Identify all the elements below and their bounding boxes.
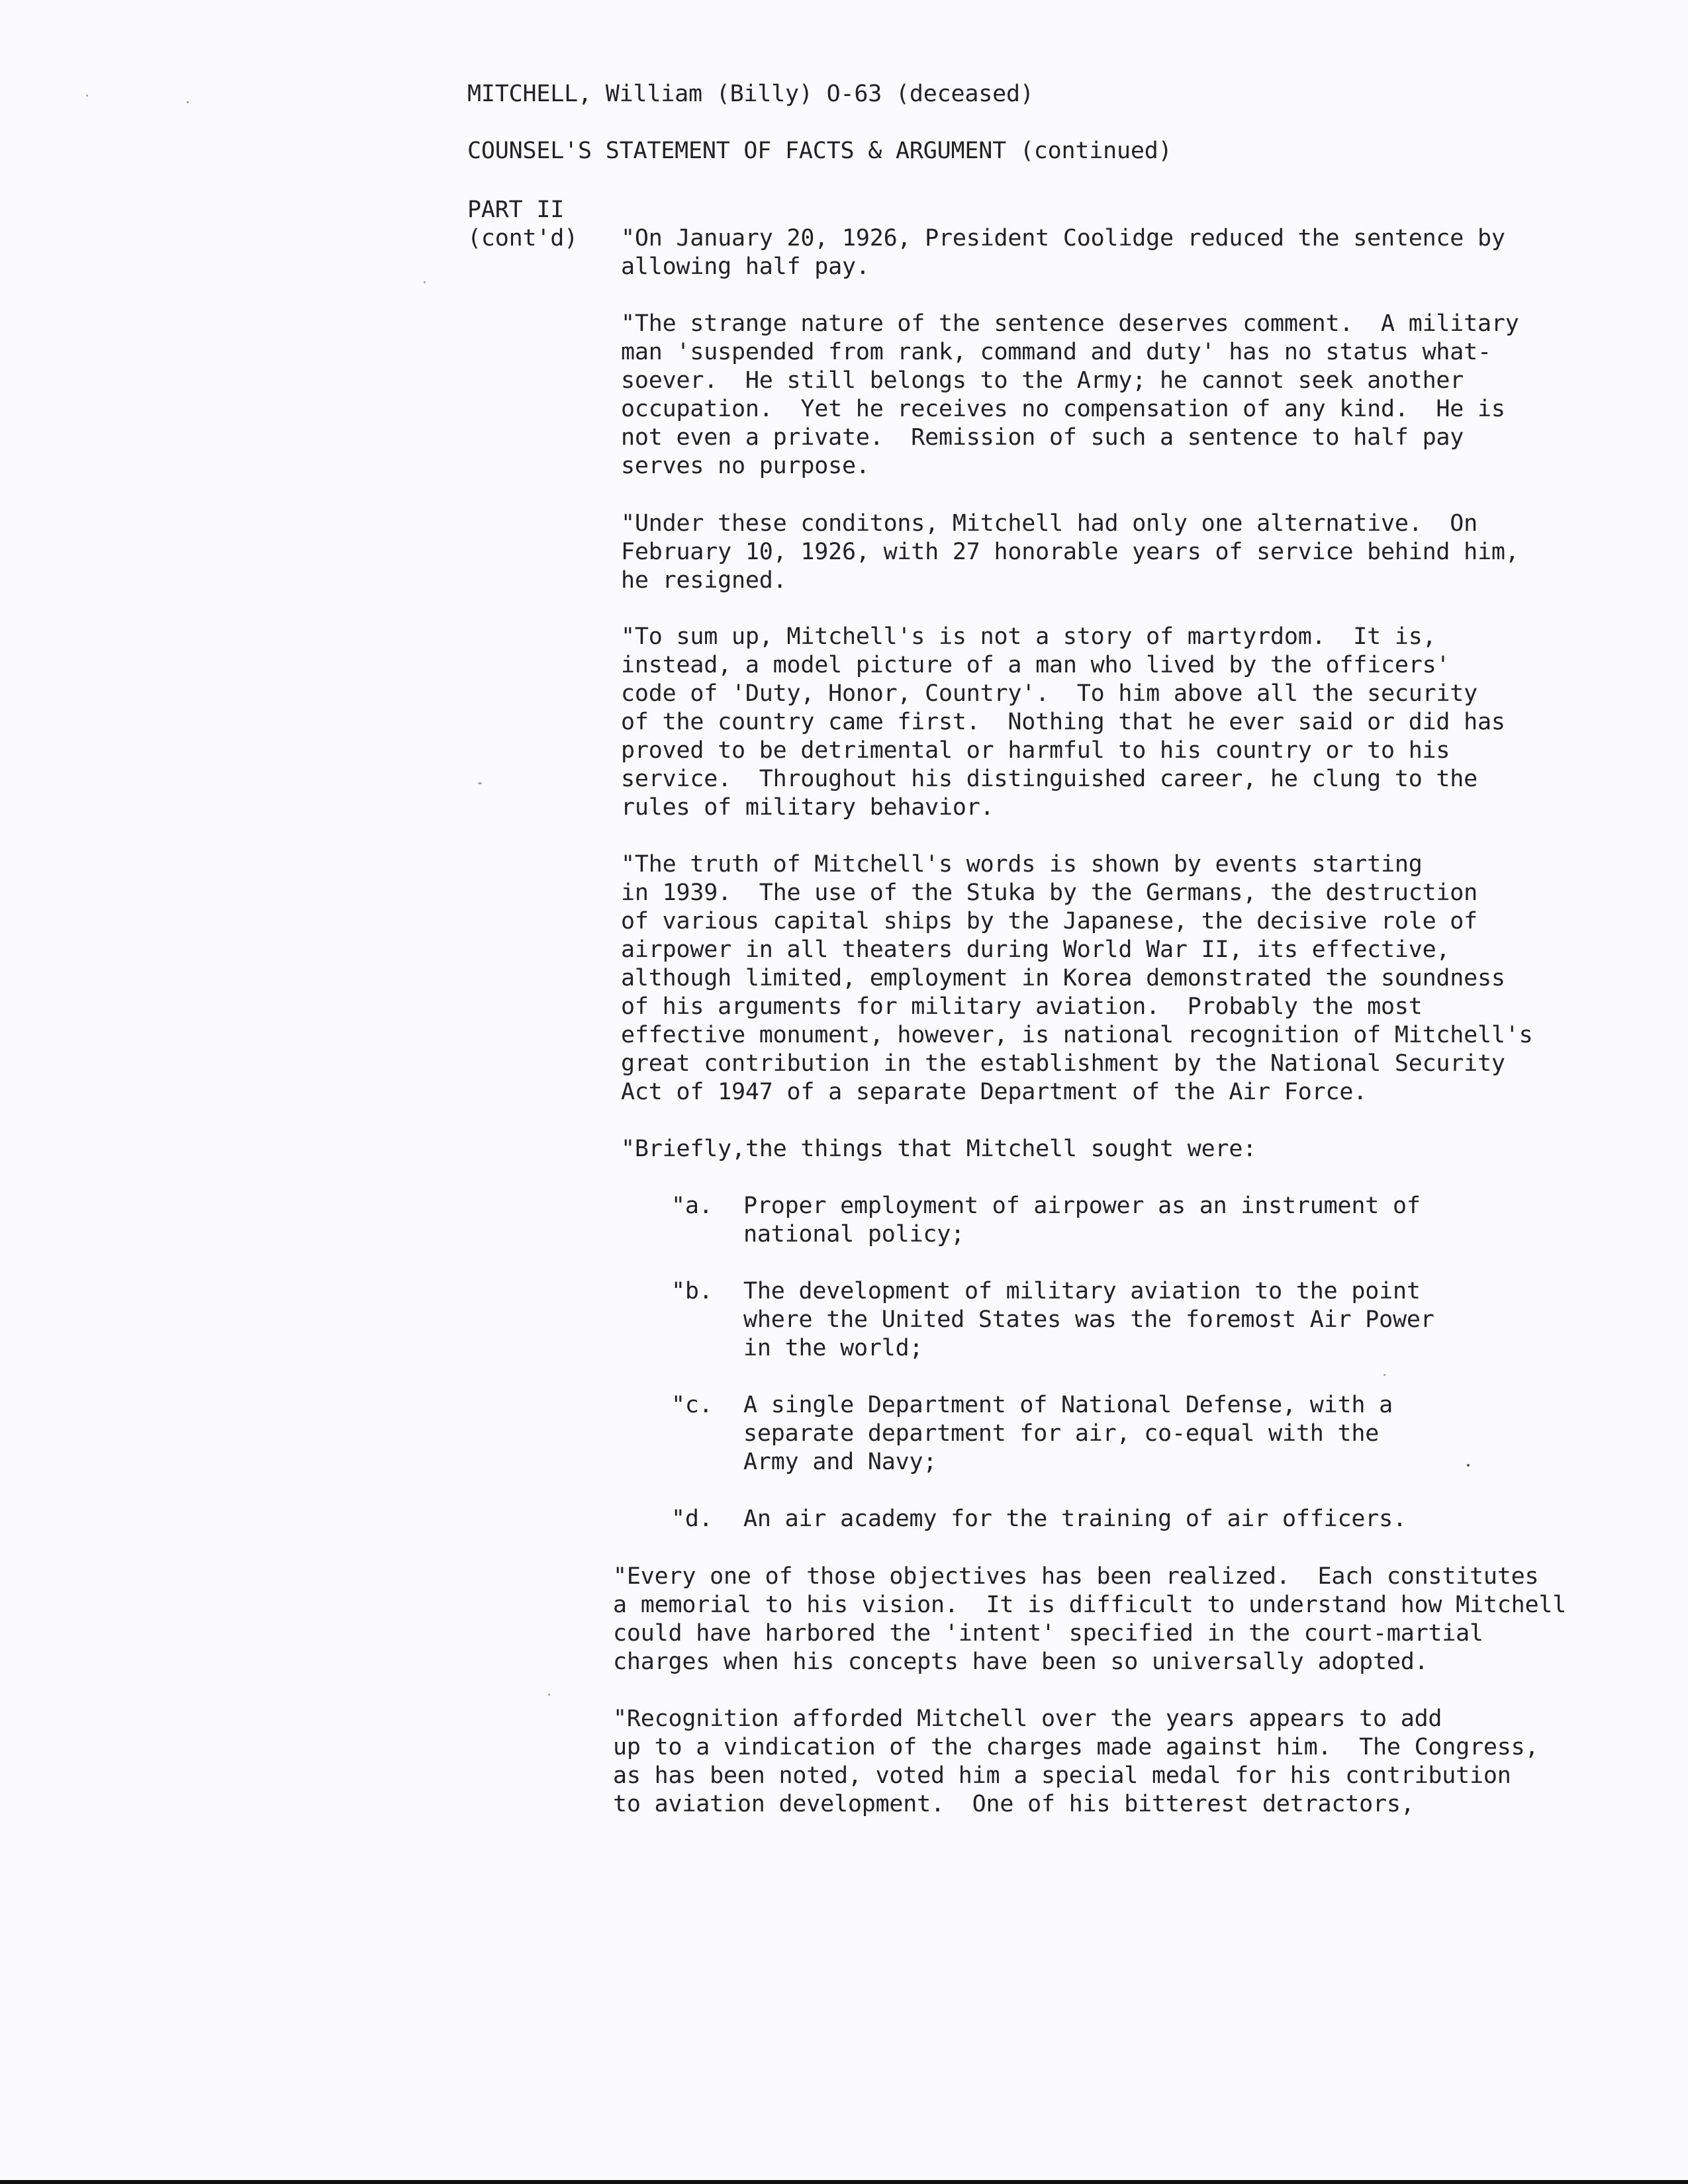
paragraph-5-line-9: Act of 1947 of a separate Department of the Air Force. bbox=[621, 1079, 1368, 1105]
list-item-d-marker: "d. bbox=[671, 1506, 713, 1532]
part-label: PART II bbox=[467, 197, 565, 223]
scan-speck bbox=[424, 281, 426, 283]
paragraph-4-line-6: service. Throughout his distinguished career, he clung to the bbox=[621, 766, 1478, 792]
paragraph-2-line-6: serves no purpose. bbox=[621, 453, 870, 479]
paragraph-5-line-8: great contribution in the establishment by the National Security bbox=[621, 1050, 1505, 1077]
scan-bottom-edge bbox=[0, 2180, 1688, 2184]
scan-speck bbox=[1467, 1464, 1470, 1467]
scan-speck bbox=[478, 782, 482, 784]
list-item-b-marker: "b. bbox=[671, 1278, 713, 1304]
paragraph-5-line-2: in 1939. The use of the Stuka by the Germans, the destruction bbox=[621, 880, 1478, 906]
list-item-d-line-1: An air academy for the training of air officers. bbox=[743, 1506, 1407, 1532]
closing-paragraph-2-line-4: to aviation development. One of his bitterest detractors, bbox=[613, 1791, 1415, 1817]
list-item-c-line-3: Army and Navy; bbox=[743, 1449, 937, 1475]
list-item-b-line-1: The development of military aviation to the point bbox=[743, 1278, 1421, 1304]
scan-speck bbox=[1383, 1374, 1385, 1376]
paragraph-4-line-4: of the country came first. Nothing that he ever said or did has bbox=[621, 709, 1505, 735]
header-name-line: MITCHELL, William (Billy) O-63 (deceased) bbox=[467, 81, 1034, 107]
list-item-a-marker: "a. bbox=[671, 1193, 713, 1219]
paragraph-4-line-1: "To sum up, Mitchell's is not a story of martyrdom. It is, bbox=[621, 623, 1436, 650]
paragraph-1-line-1: "On January 20, 1926, President Coolidge reduced the sentence by bbox=[621, 225, 1505, 251]
paragraph-5-line-1: "The truth of Mitchell's words is shown by events starting bbox=[621, 851, 1423, 878]
paragraph-2-line-3: soever. He still belongs to the Army; he cannot seek another bbox=[621, 367, 1464, 394]
closing-paragraph-2-line-1: "Recognition afforded Mitchell over the years appears to add bbox=[613, 1706, 1442, 1732]
paragraph-4-line-5: proved to be detrimental or harmful to his country or to his bbox=[621, 737, 1450, 764]
list-item-c-line-1: A single Department of National Defense, with a bbox=[743, 1392, 1393, 1418]
paragraph-5-line-3: of various capital ships by the Japanese, the decisive role of bbox=[621, 908, 1478, 934]
closing-paragraph-1-line-2: a memorial to his vision. It is difficult to understand how Mitchell bbox=[613, 1592, 1567, 1618]
paragraph-5-line-7: effective monument, however, is national recognition of Mitchell's bbox=[621, 1022, 1533, 1048]
part-continued-label: (cont'd) bbox=[467, 225, 578, 251]
closing-paragraph-2-line-3: as has been noted, voted him a special medal for his contribution bbox=[613, 1762, 1511, 1789]
paragraph-6-line-1: "Briefly,the things that Mitchell sought were: bbox=[621, 1136, 1257, 1162]
paragraph-2-line-5: not even a private. Remission of such a sentence to half pay bbox=[621, 424, 1464, 451]
paragraph-5-line-4: airpower in all theaters during World War II, its effective, bbox=[621, 936, 1450, 963]
paragraph-3-line-1: "Under these conditons, Mitchell had only one alternative. On bbox=[621, 510, 1478, 537]
list-item-a-line-1: Proper employment of airpower as an instrument of bbox=[743, 1193, 1421, 1219]
paragraph-2-line-1: "The strange nature of the sentence deserves comment. A military bbox=[621, 310, 1519, 337]
header-section-line: COUNSEL'S STATEMENT OF FACTS & ARGUMENT (continued) bbox=[467, 138, 1172, 164]
scan-speck bbox=[86, 95, 88, 97]
scan-speck bbox=[548, 1694, 550, 1696]
closing-paragraph-2-line-2: up to a vindication of the charges made against him. The Congress, bbox=[613, 1734, 1539, 1760]
closing-paragraph-1-line-3: could have harbored the 'intent' specified in the court-martial bbox=[613, 1620, 1483, 1647]
paragraph-2-line-2: man 'suspended from rank, command and duty' has no status what- bbox=[621, 339, 1491, 365]
closing-paragraph-1-line-4: charges when his concepts have been so universally adopted. bbox=[613, 1649, 1429, 1675]
paragraph-3-line-2: February 10, 1926, with 27 honorable years of service behind him, bbox=[621, 539, 1519, 565]
list-item-a-line-2: national policy; bbox=[743, 1221, 964, 1248]
paragraph-2-line-4: occupation. Yet he receives no compensation of any kind. He is bbox=[621, 396, 1505, 422]
scan-speck bbox=[187, 101, 189, 103]
paragraph-1-line-2: allowing half pay. bbox=[621, 253, 870, 280]
paragraph-5-line-6: of his arguments for military aviation. Probably the most bbox=[621, 993, 1423, 1020]
paragraph-3-line-3: he resigned. bbox=[621, 567, 787, 594]
paragraph-4-line-7: rules of military behavior. bbox=[621, 794, 994, 821]
list-item-c-marker: "c. bbox=[671, 1392, 713, 1418]
paragraph-5-line-5: although limited, employment in Korea demonstrated the soundness bbox=[621, 965, 1505, 991]
list-item-b-line-3: in the world; bbox=[743, 1335, 923, 1361]
list-item-c-line-2: separate department for air, co-equal with the bbox=[743, 1420, 1380, 1447]
paragraph-4-line-2: instead, a model picture of a man who lived by the officers' bbox=[621, 652, 1450, 678]
paragraph-4-line-3: code of 'Duty, Honor, Country'. To him above all the security bbox=[621, 680, 1478, 707]
closing-paragraph-1-line-1: "Every one of those objectives has been realized. Each constitutes bbox=[613, 1563, 1539, 1590]
list-item-b-line-2: where the United States was the foremost Air Power bbox=[743, 1306, 1434, 1333]
